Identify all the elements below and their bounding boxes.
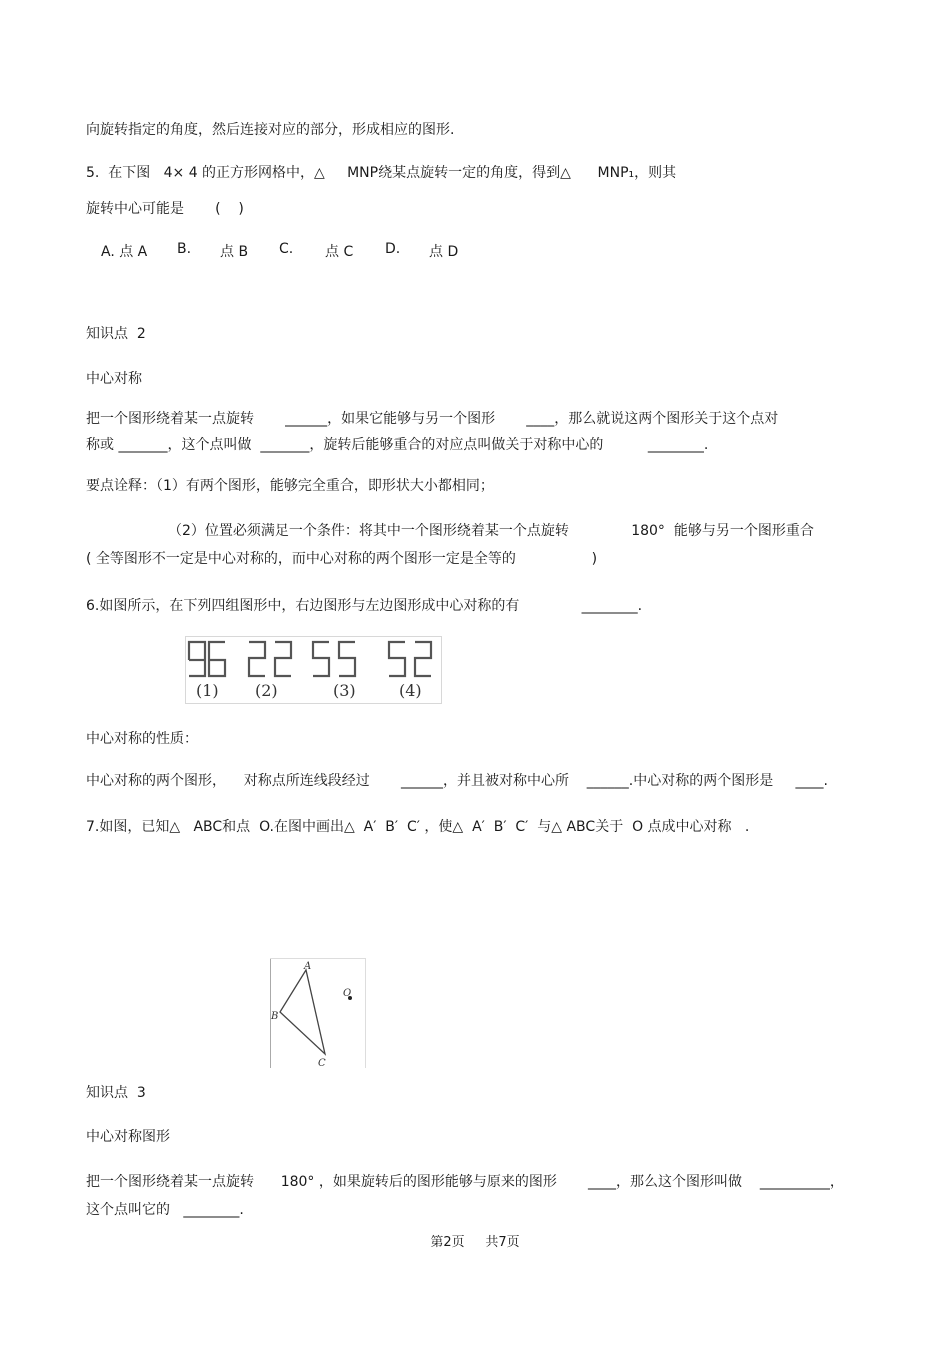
figure-6-label-2: (2): [255, 681, 278, 700]
figure-6-label-4: (4): [399, 681, 422, 700]
option-b-label: B.: [177, 241, 192, 257]
knowledge-point-2: 知识点 2: [86, 326, 146, 342]
question-5-line1: 5. 在下图 4× 4 的正方形网格中，△ MNP绕某点旋转一定的角度，得到△ MNP₁，则其: [86, 165, 677, 181]
key-note-3: ( 全等图形不一定是中心对称的，而中心对称的两个图形一定是全等的 ): [86, 551, 598, 567]
option-c-label: C.: [279, 241, 294, 257]
definition-3-line2: 这个点叫它的 ________.: [86, 1202, 244, 1218]
vertex-label-c: C: [318, 1058, 326, 1068]
point-label-o: O: [343, 988, 352, 999]
option-b-text: 点 B: [220, 244, 249, 260]
key-note-2: （2）位置必须满足一个条件：将其中一个图形绕着某一个点旋转 180° 能够与另一个图形重合: [168, 523, 814, 539]
continuation-text: 向旋转指定的角度，然后连接对应的部分，形成相应的图形.: [86, 122, 455, 138]
question-6: 6.如图所示，在下列四组图形中，右边图形与左边图形成中心对称的有 ________.: [86, 598, 643, 614]
vertex-label-b: B: [271, 1011, 279, 1022]
figure-6-digit-pairs: [185, 636, 442, 704]
knowledge-point-3: 知识点 3: [86, 1085, 146, 1101]
figure-6-label-3: (3): [333, 681, 356, 700]
definition-line1: 把一个图形绕着某一点旋转 ______，如果它能够与另一个图形 ____，那么就说这两个图形关于这个点对: [86, 411, 779, 427]
properties-title: 中心对称的性质：: [86, 731, 198, 747]
definition-line2: 称或 _______，这个点叫做 _______，旋转后能够重合的对应点叫做关于对称中心的 ________.: [86, 437, 709, 453]
vertex-label-a: A: [304, 961, 312, 972]
key-note-1: 要点诠释：（1）有两个图形，能够完全重合，即形状大小都相同；: [86, 478, 494, 494]
option-d-label: D.: [385, 241, 401, 257]
page-footer: 第2页 共7页: [430, 1235, 520, 1250]
definition-3-line1: 把一个图形绕着某一点旋转 180° ，如果旋转后的图形能够与原来的图形 ____，那么这个图形叫做 __________，: [86, 1174, 844, 1190]
section-title-central-symmetric-figure: 中心对称图形: [86, 1129, 170, 1145]
option-c-text: 点 C: [325, 244, 354, 260]
option-a: A. 点 A: [101, 244, 148, 260]
question-7: 7.如图，已知△ ABC和点 O.在图中画出△ A′ B′ C′ ，使△ A′ B′ C′ 与△ ABC关于 O 点成中心对称 .: [86, 819, 750, 835]
figure-7-triangle: [270, 958, 366, 1068]
question-5-line2: 旋转中心可能是 ( ): [86, 201, 244, 217]
option-d-text: 点 D: [429, 244, 459, 260]
properties-text: 中心对称的两个图形， 对称点所连线段经过 ______，并且被对称中心所 ______.中心对称的两个图形是 ____.: [86, 773, 828, 789]
figure-6-label-1: (1): [196, 681, 219, 700]
section-title-central-symmetry: 中心对称: [86, 371, 142, 387]
